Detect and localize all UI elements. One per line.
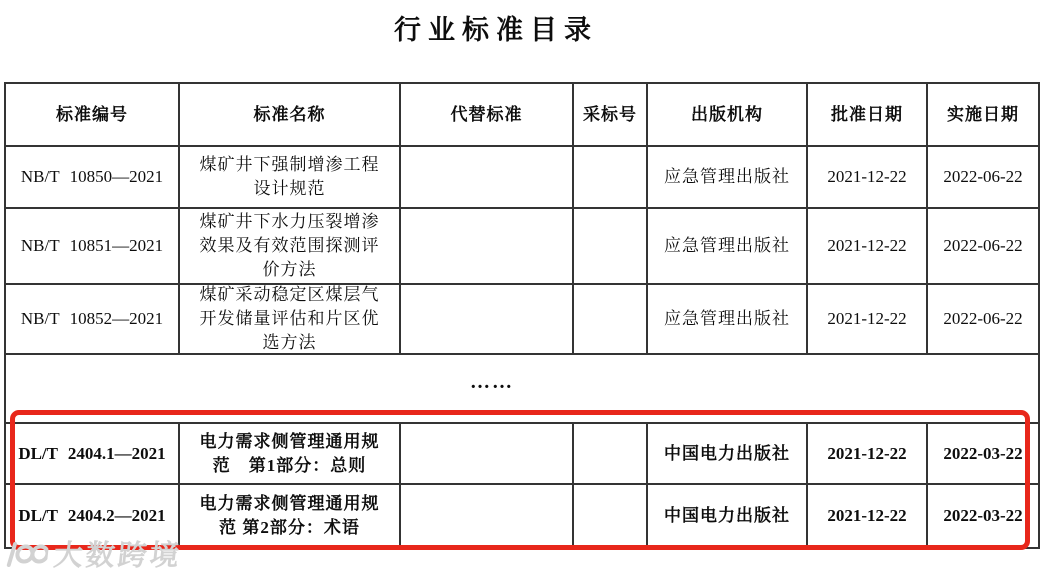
header-adoption: 采标号 <box>572 84 646 145</box>
header-name: 标准名称 <box>178 84 399 145</box>
cell-replaced <box>399 209 572 283</box>
cell-implemented: 2022-06-22 <box>926 147 1038 207</box>
cell-publisher: 应急管理出版社 <box>646 285 806 353</box>
cell-replaced <box>399 485 572 547</box>
cell-publisher: 中国电力出版社 <box>646 485 806 547</box>
header-code: 标准编号 <box>56 104 128 124</box>
cell-implemented: 2022-03-22 <box>926 485 1038 547</box>
cell-publisher: 应急管理出版社 <box>646 147 806 207</box>
cell-publisher: 中国电力出版社 <box>646 424 806 483</box>
header-publisher: 出版机构 <box>646 84 806 145</box>
ellipsis-text: …… <box>470 371 514 393</box>
table-header-row <box>6 84 1038 145</box>
watermark <box>0 533 184 572</box>
cell-name: 煤矿井下水力压裂增渗效果及有效范围探测评价方法 <box>178 209 399 283</box>
cell-implemented: 2022-03-22 <box>926 424 1038 483</box>
table-row <box>6 145 1038 207</box>
header-replaced: 代替标准 <box>399 84 572 145</box>
cell-name: 电力需求侧管理通用规范 第1部分：总则 <box>178 424 399 483</box>
cell-adoption <box>572 485 646 547</box>
cell-approved: 2021-12-22 <box>806 285 926 353</box>
watermark-logo-icon <box>0 538 49 570</box>
cell-adoption <box>572 147 646 207</box>
cell-code: NB/T 10852—2021 <box>20 309 164 328</box>
cell-replaced <box>399 424 572 483</box>
cell-approved: 2021-12-22 <box>806 209 926 283</box>
header-approved: 批准日期 <box>806 84 926 145</box>
cell-code: DL/T 2404.1—2021 <box>18 443 166 463</box>
cell-approved: 2021-12-22 <box>806 424 926 483</box>
cell-code: NB/T 10851—2021 <box>20 236 164 255</box>
cell-publisher: 应急管理出版社 <box>646 209 806 283</box>
page-title: 行业标准目录 <box>394 15 598 45</box>
cell-implemented: 2022-06-22 <box>926 209 1038 283</box>
table-row <box>6 283 1038 353</box>
cell-implemented: 2022-06-22 <box>926 285 1038 353</box>
cell-code: NB/T 10850—2021 <box>20 167 164 186</box>
cell-name: 电力需求侧管理通用规范 第2部分：术语 <box>178 485 399 547</box>
table-ellipsis-row <box>6 353 1038 422</box>
cell-approved: 2021-12-22 <box>806 485 926 547</box>
cell-adoption <box>572 209 646 283</box>
header-implemented: 实施日期 <box>926 84 1038 145</box>
standards-table <box>4 82 1040 549</box>
cell-replaced <box>399 147 572 207</box>
cell-name: 煤矿井下强制增渗工程设计规范 <box>178 147 399 207</box>
cell-replaced <box>399 285 572 353</box>
cell-approved: 2021-12-22 <box>806 147 926 207</box>
cell-adoption <box>572 424 646 483</box>
table-row-highlighted <box>6 422 1038 483</box>
cell-name: 煤矿采动稳定区煤层气开发储量评估和片区优选方法 <box>178 285 399 353</box>
cell-code: DL/T 2404.2—2021 <box>18 506 166 525</box>
cell-adoption <box>572 285 646 353</box>
watermark-text: 大数跨境 <box>52 540 184 572</box>
table-row <box>6 207 1038 283</box>
